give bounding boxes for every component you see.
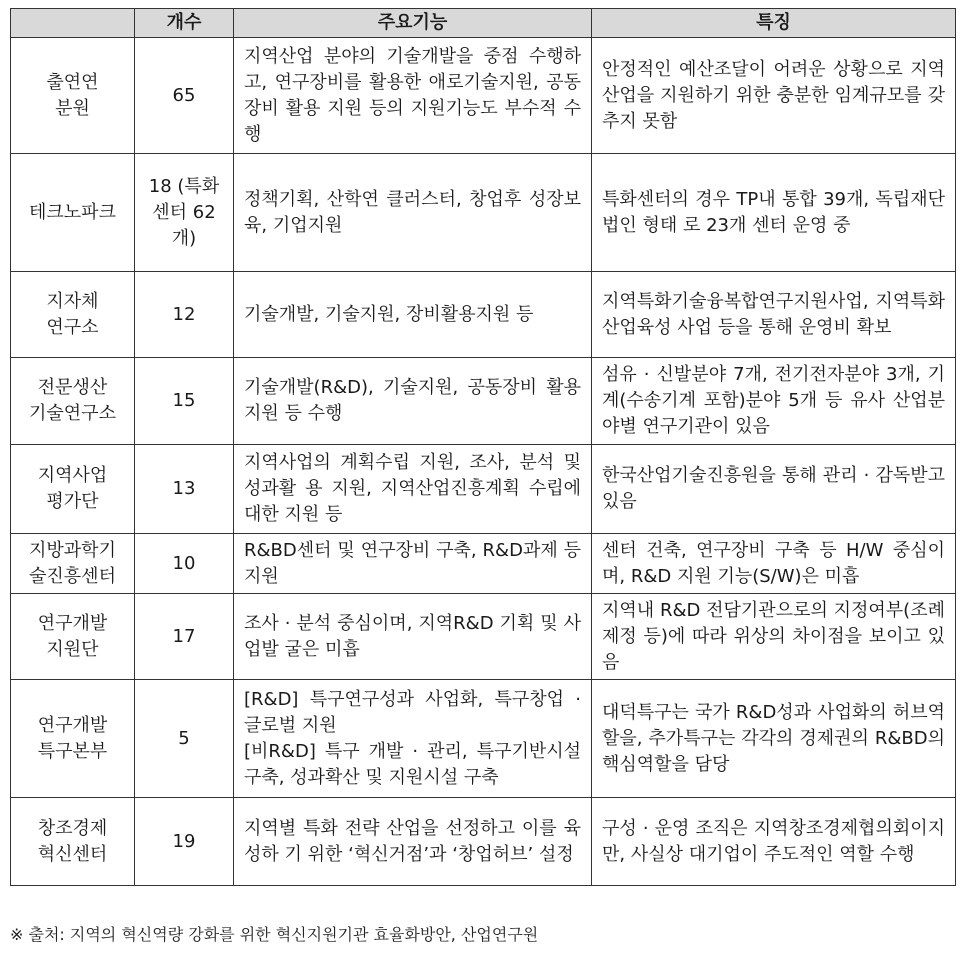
name-line: 전문생산 (37, 377, 108, 398)
name-line: 평가단 (46, 491, 99, 512)
main-function: 지역사업의 계획수립 지원, 조사, 분석 및 성과활 용 지원, 지역산업진흥계획 수립에 대한 지원 등 (234, 445, 592, 534)
header-blank (11, 9, 135, 38)
main-function: 기술개발(R&D), 기술지원, 공동장비 활용지원 등 수행 (234, 358, 592, 445)
name-line: 특구본부 (37, 740, 108, 762)
feature: 구성 · 운영 조직은 지역창조경제협의회이지만, 사실상 대기업이 주도적인 역할 수행 (592, 798, 956, 886)
main-function: 지역별 특화 전략 산업을 선정하고 이를 육성하 기 위한 ‘혁신거점’과 ‘창업허브’ 설정 (234, 798, 592, 886)
institution-count: 65 (135, 38, 234, 154)
table-row (11, 445, 956, 534)
feature: 대덕특구는 국가 R&D성과 사업화의 허브역할을, 추가특구는 각각의 경제권의 R&BD의 핵심역할을 담당 (592, 680, 956, 798)
table-row (11, 594, 956, 680)
table-row (11, 798, 956, 886)
institution-name (11, 680, 135, 798)
header-function: 주요기능 (234, 9, 592, 38)
institution-name (11, 38, 135, 154)
feature: 한국산업기술진흥원을 통해 관리 · 감독받고 있음 (592, 445, 956, 534)
institution-name (11, 154, 135, 272)
main-function: 조사 · 분석 중심이며, 지역R&D 기획 및 사업발 굴은 미흡 (234, 594, 592, 680)
source-note: ※ 출처: 지역의 혁신역량 강화를 위한 혁신지원기관 효율화방안, 산업연구원 (10, 925, 539, 944)
feature: 안정적인 예산조달이 어려운 상황으로 지역산업을 지원하기 위한 충분한 임계규모를 갖추지 못함 (592, 38, 956, 154)
name-line: 연구개발 (37, 714, 108, 736)
header-count: 개수 (135, 9, 234, 38)
institution-name (11, 594, 135, 680)
institution-count: 15 (135, 358, 234, 445)
institution-name (11, 272, 135, 358)
institution-name (11, 798, 135, 886)
feature: 지역내 R&D 전담기관으로의 지정여부(조례 제정 등)에 따라 위상의 차이점을 보이고 있음 (592, 594, 956, 680)
main-function: 기술개발, 기술지원, 장비활용지원 등 (234, 272, 592, 358)
institution-name (11, 358, 135, 445)
institution-name (11, 534, 135, 594)
name-line: 지역사업 (37, 465, 108, 486)
institution-count: 13 (135, 445, 234, 534)
institution-count: 10 (135, 534, 234, 594)
table-row (11, 154, 956, 272)
name-line: 혁신센터 (37, 843, 108, 865)
name-line: 연구소 (46, 316, 99, 338)
main-function: 정책기획, 산학연 클러스터, 창업후 성장보육, 기업지원 (234, 154, 592, 272)
institution-count: 18 (특화센터 62개) (135, 154, 234, 272)
name-line: 술진흥센터 (29, 565, 116, 587)
main-function (234, 680, 592, 798)
name-line: 분원 (55, 97, 90, 119)
name-line: 창조경제 (37, 817, 108, 839)
institution-count: 17 (135, 594, 234, 680)
name-line: 지원단 (46, 638, 99, 660)
table-row (11, 680, 956, 798)
header-feature: 특징 (592, 9, 956, 38)
header-row (11, 9, 956, 38)
feature: 지역특화기술융복합연구지원사업, 지역특화산업육성 사업 등을 통해 운영비 확보 (592, 272, 956, 358)
feature: 섬유 · 신발분야 7개, 전기전자분야 3개, 기계(수송기계 포함)분야 5개 등 유사 산업분야별 연구기관이 있음 (592, 358, 956, 445)
table-row (11, 38, 956, 154)
name-line: 연구개발 (37, 612, 108, 634)
name-line: 지자체 (46, 290, 99, 312)
function-line: [비R&D] 특구 개발 · 관리, 특구기반시설 구축, 성과확산 및 지원시설 구축 (244, 740, 581, 788)
name-line: 테크노파크 (29, 201, 116, 223)
table-row (11, 534, 956, 594)
name-line: 지방과학기 (29, 539, 116, 561)
table-row (11, 272, 956, 358)
name-line: 출연연 (46, 71, 99, 93)
function-line: [R&D] 특구연구성과 사업화, 특구창업 · 글로벌 지원 (244, 688, 581, 736)
institution-count: 5 (135, 680, 234, 798)
main-function: R&BD센터 및 연구장비 구축, R&D과제 등 지원 (234, 534, 592, 594)
feature: 특화센터의 경우 TP내 통합 39개, 독립재단법인 형태 로 23개 센터 운영 중 (592, 154, 956, 272)
institution-count: 12 (135, 272, 234, 358)
name-line: 기술연구소 (29, 403, 116, 424)
institution-count: 19 (135, 798, 234, 886)
institution-name (11, 445, 135, 534)
feature: 센터 건축, 연구장비 구축 등 H/W 중심이며, R&D 지원 기능(S/W)은 미흡 (592, 534, 956, 594)
institution-table (10, 8, 956, 886)
main-function: 지역산업 분야의 기술개발을 중점 수행하고, 연구장비를 활용한 애로기술지원, 공동장비 활용 지원 등의 지원기능도 부수적 수행 (234, 38, 592, 154)
table-row (11, 358, 956, 445)
